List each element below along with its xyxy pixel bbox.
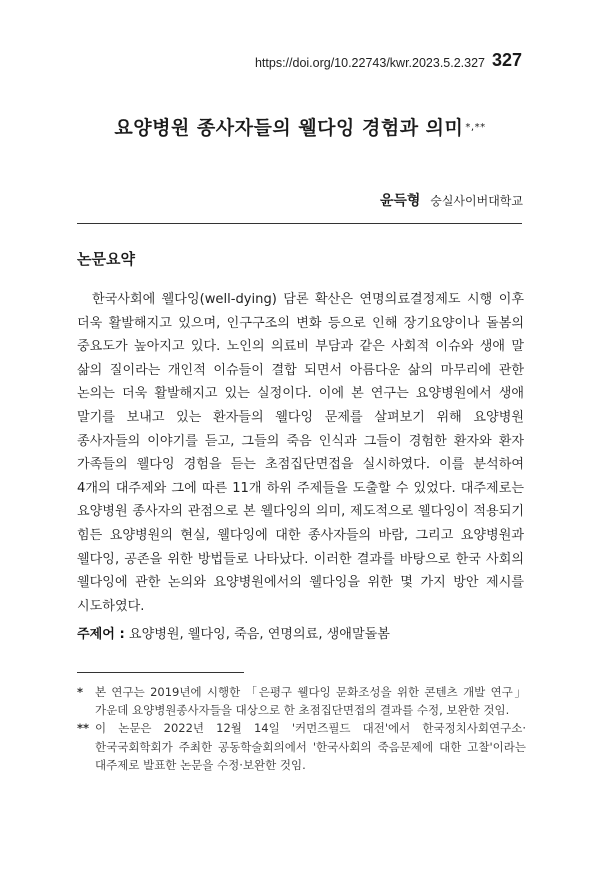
author-affiliation: 숭실사이버대학교 — [430, 194, 523, 208]
keywords-label: 주제어 : — [77, 627, 125, 642]
doi-link[interactable]: https://doi.org/10.22743/kwr.2023.5.2.327 — [254, 56, 485, 70]
author-name: 윤득형 — [379, 193, 421, 209]
footnote-text: 본 연구는 2019년에 시행한 「은평구 웰다잉 문화조성을 위한 콘텐츠 개발 연구」 가운데 요양병원종사자들을 대상으로 한 초점집단면접의 결과를 수정, 보완한 것임. — [95, 685, 526, 718]
author-block — [380, 190, 523, 210]
paper-title-text: 요양병원 종사자들의 웰다잉 경험과 의미 — [114, 117, 464, 139]
footnote-1 — [77, 683, 526, 719]
abstract-heading: 논문요약 — [77, 250, 135, 268]
page-number: 327 — [491, 50, 522, 70]
header-divider — [77, 223, 522, 224]
footnote-mark: ** — [77, 721, 90, 736]
running-header — [0, 50, 600, 74]
footnote-2 — [77, 719, 526, 774]
keywords-list: 요양병원, 웰다잉, 죽음, 연명의료, 생애말돌봄 — [128, 627, 390, 642]
keywords-line — [77, 623, 524, 642]
footnote-divider — [77, 672, 244, 673]
footnote-text: 이 논문은 2022년 12월 14일 '커먼즈필드 대전'에서 한국정치사회연구소·한국국회학회가 주최한 공동학술회의에서 '한국사회의 죽음문제에 대한 고찰'이라는 대주제로 발표한 논문을 수정·보완한 것임. — [95, 721, 526, 772]
footnotes — [77, 683, 526, 774]
abstract-body: 한국사회에 웰다잉(well-dying) 담론 확산은 연명의료결정제도 시행 이후 더욱 활발해지고 있으며, 인구구조의 변화 등으로 인해 장기요양이나 돌봄의 중요도가 높아지고 있다. 노인의 의료비 부담과 같은 사회적 이슈와 생애 말 삶의 질이라는 개인적 이슈들이 결합 되면서 아름다운 삶의 마무리에 관한 논의는 더욱 활발해지고 있는 실정이다. 이에 본 연구는 요양병원에서 생애 말기를 보내고 있는 환자들의 웰다잉 문제를 살펴보기 위해 요양병원 종사자들의 이야기를 듣고, 그들의 죽음 인식과 그들이 경험한 환자와 환자 가족들의 웰다잉 경험을 듣는 초점집단면접을 실시하였다. 이를 분석하여 4개의 대주제와 그에 따른 11개 하위 주제들을 도출할 수 있었다. 대주제로는 요양병원 종사자의 관점으로 본 웰다잉의 의미, 제도적으로 웰다잉이 적용되기 힘든 요양병원의 현실, 웰다잉에 대한 종사자들의 바람, 그리고 요양병원과 웰다잉, 공존을 위한 방법들로 나타났다. 이러한 결과를 바탕으로 한국 사회의 웰다잉에 관한 논의와 요양병원에서의 웰다잉을 위한 몇 가지 방안 제시를 시도하였다. — [77, 292, 524, 614]
title-footnote-marks: *,** — [465, 122, 486, 133]
footnote-mark: * — [77, 685, 84, 699]
paper-title — [0, 113, 600, 140]
